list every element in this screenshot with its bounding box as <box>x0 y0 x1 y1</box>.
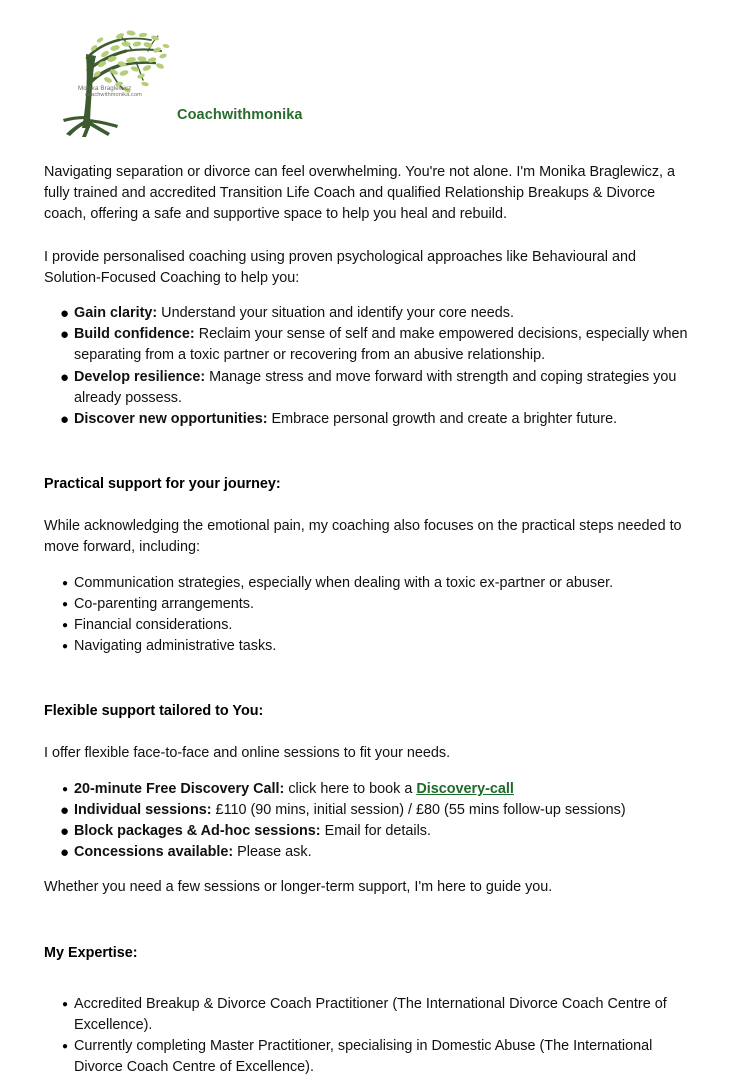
list-item-lead: Build confidence: <box>74 326 195 343</box>
list-item-text: Please ask. <box>233 844 312 861</box>
list-item <box>44 615 696 636</box>
list-item <box>44 1036 696 1078</box>
page-title: Coachwithmonika <box>177 107 303 123</box>
list-item-lead: Discover new opportunities: <box>74 411 268 428</box>
list-bullet-icon: ● <box>62 577 69 589</box>
list-item <box>44 409 696 430</box>
spacer <box>44 657 696 701</box>
list-item <box>44 636 696 657</box>
list-item-text: Understand your situation and identify your core needs. <box>157 305 514 322</box>
list-item <box>44 573 696 594</box>
list-bullet-icon: ● <box>60 844 70 862</box>
list-item-lead: Concessions available: <box>74 844 234 861</box>
list-bullet-icon: ● <box>60 368 70 386</box>
logo-website-url: coachwithmonika.com <box>85 91 142 98</box>
list-item <box>44 367 696 409</box>
list-bullet-icon: ● <box>60 411 70 429</box>
list-item-text: £110 (90 mins, initial session) / £80 (55 mins follow-up sessions) <box>211 801 626 818</box>
list-item-lead: Develop resilience: <box>74 368 206 385</box>
list-bullet-icon: ● <box>60 801 70 819</box>
discovery-call-link[interactable]: Discovery-call <box>416 780 514 797</box>
expertise-heading: My Expertise: <box>44 944 138 961</box>
list-item-text: Embrace personal growth and create a brighter future. <box>267 411 618 428</box>
list-item-text: Accredited Breakup & Divorce Coach Practitioner (The International Divorce Coach Centre of Excellence). <box>74 995 667 1033</box>
list-item <box>44 594 696 615</box>
spacer <box>44 559 696 573</box>
list-item-text: Manage stress and move forward with strength and coping strategies you already possess. <box>74 368 677 406</box>
list-bullet-icon: ● <box>60 326 70 344</box>
spacer <box>44 495 696 516</box>
expertise-list <box>44 994 696 1078</box>
spacer <box>44 430 696 474</box>
list-bullet-icon: ● <box>60 823 70 841</box>
intro-paragraph-1: Navigating separation or divorce can feel overwhelming. You're not alone. I'm Monika Braglewicz, a fully trained and accredited Transition Life Coach and qualified Relationship Breakups & Divorce coach, offering a safe and supportive space to help you heal and rebuild. <box>44 164 676 223</box>
practical-support-list <box>44 573 696 658</box>
list-item-text: Reclaim your sense of self and make empowered decisions, especially when separating from a toxic partner or recovering from an abusive relationship. <box>74 326 688 364</box>
list-bullet-icon: ● <box>62 620 69 632</box>
spacer <box>44 964 696 994</box>
spacer <box>44 289 696 303</box>
spacer <box>44 722 696 743</box>
flexible-support-intro: I offer flexible face-to-face and online sessions to fit your needs. <box>44 745 451 762</box>
document-body <box>44 162 696 1078</box>
list-item <box>44 821 696 842</box>
list-bullet-icon: ● <box>62 641 69 653</box>
flexible-support-closing: Whether you need a few sessions or longer-term support, I'm here to guide you. <box>44 879 553 896</box>
list-item-text: Navigating administrative tasks. <box>74 638 277 655</box>
tree-with-roots-logo-icon <box>56 24 174 138</box>
document-header <box>0 0 740 150</box>
intro-paragraph-2: I provide personalised coaching using proven psychological approaches like Behavioural and Solution-Focused Coaching to help you: <box>44 248 636 286</box>
list-item-lead: Gain clarity: <box>74 305 158 322</box>
list-item-text: Financial considerations. <box>74 617 233 634</box>
sessions-pricing-list <box>44 779 696 864</box>
list-item <box>44 324 696 366</box>
list-bullet-icon: ● <box>62 1041 69 1053</box>
list-item-lead: Block packages & Ad-hoc sessions: <box>74 823 321 840</box>
list-item-text: Communication strategies, especially when dealing with a toxic ex-partner or abuser. <box>74 574 614 591</box>
spacer <box>44 765 696 779</box>
list-item <box>44 994 696 1036</box>
list-item-lead: 20-minute Free Discovery Call: <box>74 780 285 797</box>
list-bullet-icon: ● <box>60 305 70 323</box>
practical-support-heading: Practical support for your journey: <box>44 476 281 493</box>
list-bullet-icon: ● <box>62 998 69 1010</box>
list-item-lead: Individual sessions: <box>74 801 212 818</box>
practical-support-intro: While acknowledging the emotional pain, my coaching also focuses on the practical steps needed to move forward, including: <box>44 518 682 556</box>
spacer <box>44 226 696 247</box>
benefits-list <box>44 303 696 430</box>
spacer <box>44 899 696 943</box>
list-item-text: click here to book a <box>284 780 417 797</box>
list-item-text: Email for details. <box>320 823 431 840</box>
list-item <box>44 779 696 800</box>
logo-owner-name: Monika Braglewicz <box>78 85 132 92</box>
list-item <box>44 303 696 324</box>
list-bullet-icon: ● <box>62 783 69 795</box>
flexible-support-heading: Flexible support tailored to You: <box>44 703 264 720</box>
list-bullet-icon: ● <box>62 598 69 610</box>
list-item <box>44 800 696 821</box>
spacer <box>44 863 696 877</box>
list-item <box>44 842 696 863</box>
list-item-text: Co-parenting arrangements. <box>74 595 254 612</box>
list-item-text: Currently completing Master Practitioner, specialising in Domestic Abuse (The International Divorce Coach Centre of Excellence). <box>74 1038 653 1076</box>
